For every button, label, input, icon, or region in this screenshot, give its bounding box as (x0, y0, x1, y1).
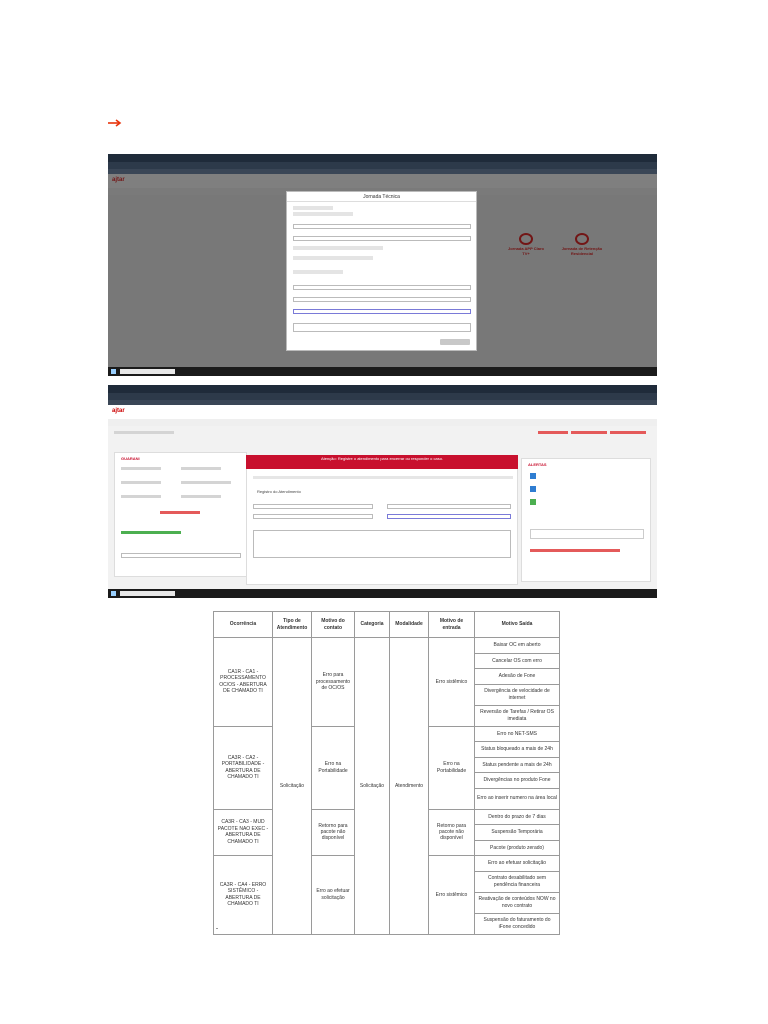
cell-motivo-contato: Erro ao efetuar solicitação (312, 856, 355, 935)
table-row (214, 638, 560, 654)
crm-tab-bar[interactable] (108, 419, 657, 426)
cell-motivo-saida: Adesão de Fone (475, 669, 560, 685)
customer-panel (114, 452, 247, 577)
cell-ocorrencia: CA3R - CA3 - MUD PACOTE NAO EXEC - ABERTURA DE CHAMADO TI (214, 809, 273, 856)
taskbar-search[interactable] (120, 591, 175, 596)
cell-motivo-saida: Status pendente a mais de 24h (475, 757, 560, 773)
cell-motivo-saida: Erro no NET-SMS (475, 726, 560, 742)
knowledge-link[interactable] (530, 549, 620, 552)
browser-tab-bar[interactable] (108, 385, 657, 393)
header-motivo-contato: Motivo do contato (312, 612, 355, 638)
red-arrow-icon (108, 118, 122, 128)
header-motivo-entrada: Motivo de entrada (429, 612, 475, 638)
modal-value (293, 256, 373, 260)
section-title: Registro do Atendimento (257, 489, 301, 494)
select-field-active[interactable] (387, 514, 511, 519)
field-text (181, 481, 231, 484)
modal-value (293, 246, 383, 250)
screenshot-registro-atendimento (108, 385, 657, 598)
cell-motivo-saida: Reativação de conteúdos NOW no novo contrato (475, 892, 560, 913)
select-field[interactable] (121, 553, 241, 558)
header-action-button[interactable] (538, 431, 568, 434)
tab-bar[interactable] (253, 476, 513, 479)
cell-motivo-saida: Erro ao inserir numero na área local (475, 788, 560, 809)
cell-motivo-saida: Cancelar OS com erro (475, 653, 560, 669)
modal-submit-button[interactable] (440, 339, 470, 345)
field-text (121, 495, 161, 498)
browser-tab-bar[interactable] (108, 154, 657, 162)
jornada-tecnica-modal (286, 191, 477, 351)
browser-address-bar[interactable] (108, 162, 657, 169)
modal-label (293, 206, 333, 210)
screenshot-jornada-tecnica (108, 154, 657, 376)
email-icon (530, 473, 536, 479)
cell-motivo-saida: Erro ao efetuar solicitação (475, 856, 560, 872)
cell-motivo-saida: Baixar OC em aberto (475, 638, 560, 654)
cell-motivo-saida: Status bloqueado a mais de 24h (475, 742, 560, 758)
protocol-panel (246, 455, 518, 585)
ver-mais-link[interactable] (160, 511, 200, 514)
cell-motivo-contato: Erro na Portabilidade (312, 726, 355, 809)
alerts-panel (521, 458, 651, 582)
occurrence-table (213, 611, 560, 935)
knowledge-search[interactable] (530, 529, 644, 539)
whatsapp-icon (530, 499, 536, 505)
browser-address-bar[interactable] (108, 393, 657, 400)
modal-select-field[interactable] (293, 236, 471, 241)
select-field[interactable] (253, 504, 373, 509)
crm-header (108, 405, 657, 419)
modal-select-field[interactable] (293, 224, 471, 229)
windows-start-icon[interactable] (111, 591, 116, 596)
modal-select-field-active[interactable] (293, 309, 471, 314)
field-text (121, 467, 161, 470)
page-mark (216, 928, 218, 929)
cell-tipo-atendimento: Solicitação (273, 638, 312, 935)
windows-taskbar (108, 589, 657, 598)
cell-ocorrencia: CA3R - CA4 - ERRO SISTÊMICO - ABERTURA DE CHAMADO TI (214, 856, 273, 935)
cell-motivo-contato: Retorno para pacote não disponível (312, 809, 355, 856)
warning-banner: Atenção: Registre o atendimento para encerrar ou responder o caso. (246, 455, 518, 469)
field-text (121, 481, 161, 484)
windows-start-icon[interactable] (111, 369, 116, 374)
table-header-row (214, 612, 560, 638)
chat-icon (530, 486, 536, 492)
modal-textarea[interactable] (293, 323, 471, 332)
field-text (181, 467, 221, 470)
header-modalidade: Modalidade (390, 612, 429, 638)
cell-modalidade: Atendimento (390, 638, 429, 935)
header-categoria: Categoria (355, 612, 390, 638)
header-ocorrencia: Ocorrência (214, 612, 273, 638)
modal-title: Jornada Técnica (287, 192, 476, 202)
select-field[interactable] (253, 514, 373, 519)
cell-motivo-saida: Divergências no produto Fone (475, 773, 560, 789)
app-logo: ajtar (112, 408, 125, 414)
select-field[interactable] (387, 504, 511, 509)
cell-motivo-entrada: Erro na Portabilidade (429, 726, 475, 809)
cell-motivo-saida: Divergência de velocidade de internet (475, 684, 560, 705)
header-action-button[interactable] (571, 431, 607, 434)
cell-motivo-saida: Reversão de Tarefas / Retirar OS imediata (475, 705, 560, 726)
modal-select-field[interactable] (293, 297, 471, 302)
cell-ocorrencia: CA1R - CA1 - PROCESSAMENTO OC/OS - ABERTURA DE CHAMADO TI (214, 638, 273, 727)
cell-motivo-entrada: Erro sistêmico (429, 856, 475, 935)
cell-motivo-saida: Contrato desabilitado sem pendência financeira (475, 871, 560, 892)
cell-motivo-entrada: Retorno para pacote não disponível (429, 809, 475, 856)
cell-motivo-saida: Suspensão do faturamento do iFone concedido (475, 913, 560, 934)
header-motivo-saida: Motivo Saída (475, 612, 560, 638)
header-tipo-atendimento: Tipo de Atendimento (273, 612, 312, 638)
modal-value (293, 212, 353, 216)
cell-categoria: Solicitação (355, 638, 390, 935)
cell-motivo-entrada: Erro sistêmico (429, 638, 475, 727)
alerts-title: ALERTAS (528, 462, 547, 467)
record-title (114, 431, 174, 434)
cell-motivo-saida: Pacote (produto zerado) (475, 840, 560, 856)
cell-ocorrencia: CA3R - CA2 - PORTABILIDADE - ABERTURA DE CHAMADO TI (214, 726, 273, 809)
cell-motivo-saida: Dentro do prazo de 7 dias (475, 809, 560, 825)
cell-motivo-contato: Erro para processamento de OC/OS (312, 638, 355, 727)
taskbar-search[interactable] (120, 369, 175, 374)
modal-select-field[interactable] (293, 285, 471, 290)
textarea[interactable] (253, 530, 511, 558)
cell-motivo-saida: Suspensão Temporária (475, 825, 560, 841)
header-action-button[interactable] (610, 431, 646, 434)
field-text (181, 495, 221, 498)
section-title (121, 531, 181, 534)
modal-section-title (293, 270, 343, 274)
windows-taskbar (108, 367, 657, 376)
customer-name: GUARANI (121, 456, 140, 461)
